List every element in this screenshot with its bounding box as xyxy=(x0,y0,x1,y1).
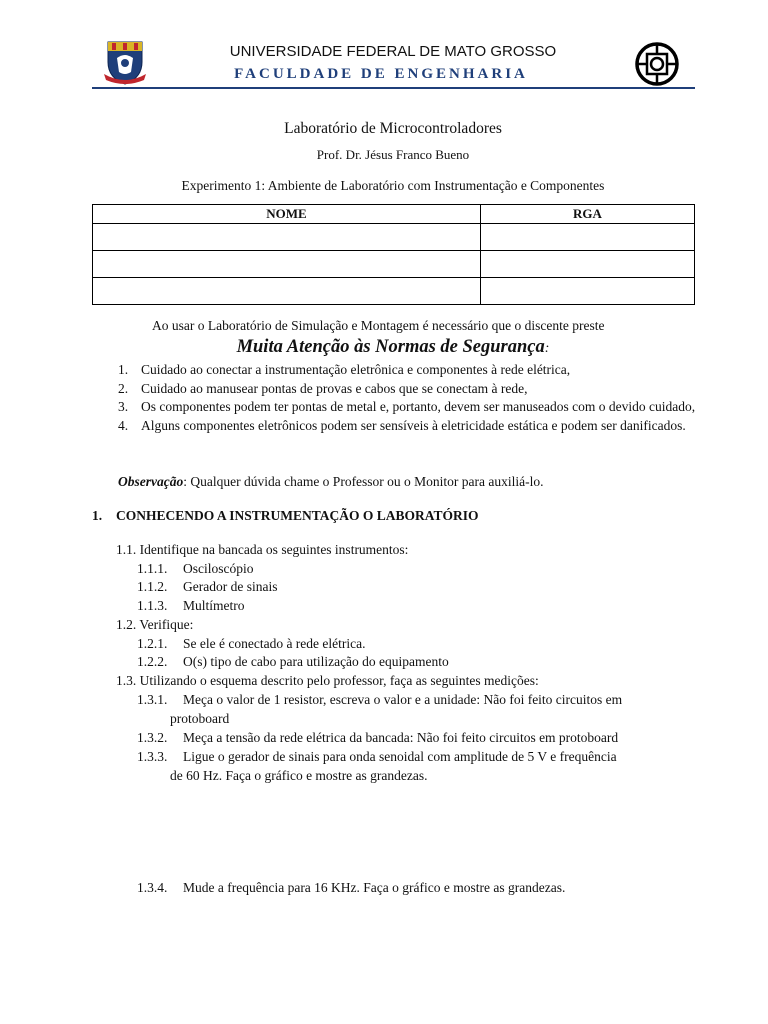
observation-text: : Qualquer dúvida chame o Professor ou o Monitor para auxiliá-lo. xyxy=(183,474,544,489)
item-text: Meça o valor de 1 resistor, escreva o valor e a unidade: Não foi feito circuitos em xyxy=(183,692,623,707)
item-number: 1.3.3. xyxy=(137,749,168,764)
list-item-text: Os componentes podem ter pontas de metal e, portanto, devem ser manuseados com o devido cuidado, xyxy=(141,399,696,414)
item-1-1: 1.1. Identifique na bancada os seguintes instrumentos: xyxy=(116,542,409,557)
safety-heading xyxy=(0,337,768,358)
list-item xyxy=(118,380,696,399)
list-item-text: Cuidado ao manusear pontas de provas e cabos que se conectam à rede, xyxy=(141,380,528,396)
experiment-title: Experimento 1: Ambiente de Laboratório com Instrumentação e Componentes xyxy=(181,178,605,193)
section-title: CONHECENDO A INSTRUMENTAÇÃO O LABORATÓRIO xyxy=(116,508,479,523)
observation-label: Observação xyxy=(118,474,184,489)
safety-heading-text: Muita Atenção às Normas de Segurança xyxy=(236,337,545,357)
item-1-3-1-continuation: protoboard xyxy=(170,711,230,726)
item-number: 1.2.2. xyxy=(137,654,168,669)
safety-rules-list xyxy=(118,361,696,435)
item-1-2-1 xyxy=(137,636,366,652)
item-text: Ligue o gerador de sinais para onda senoidal com amplitude de 5 V e frequência xyxy=(183,749,617,764)
list-item-text: Alguns componentes eletrônicos podem ser sensíveis à eletricidade estática e podem ser danificados. xyxy=(141,417,686,433)
professor-name: Prof. Dr. Jésus Franco Bueno xyxy=(316,147,470,162)
list-item xyxy=(118,398,696,417)
item-number: 1.1.2. xyxy=(137,579,168,594)
item-text: Osciloscópio xyxy=(183,561,254,576)
list-item-number: 3. xyxy=(118,399,129,414)
item-1-1-3 xyxy=(137,598,245,614)
item-text: Multímetro xyxy=(183,598,245,613)
column-header-name: NOME xyxy=(93,205,481,224)
safety-intro: Ao usar o Laboratório de Simulação e Montagem é necessário que o discente preste xyxy=(152,318,605,333)
list-item xyxy=(118,417,696,436)
list-item-number: 4. xyxy=(118,417,129,433)
rga-cell[interactable] xyxy=(481,224,695,251)
item-1-3-4 xyxy=(137,880,565,896)
name-cell[interactable] xyxy=(93,224,481,251)
item-text: O(s) tipo de cabo para utilização do equipamento xyxy=(183,654,449,669)
item-text: Meça a tensão da rede elétrica da bancada: Não foi feito circuitos em protoboard xyxy=(183,730,619,745)
item-1-3: 1.3. Utilizando o esquema descrito pelo professor, faça as seguintes medições: xyxy=(116,673,539,688)
item-number: 1.2.1. xyxy=(137,636,168,651)
table-row xyxy=(93,251,695,278)
table-row xyxy=(93,278,695,305)
list-item xyxy=(118,361,696,380)
list-item-number: 2. xyxy=(118,380,129,396)
item-number: 1.3.2. xyxy=(137,730,168,745)
header-rule xyxy=(92,87,695,89)
item-1-1-1 xyxy=(137,561,254,577)
list-item-text: Cuidado ao conectar a instrumentação eletrônica e componentes à rede elétrica, xyxy=(141,362,571,377)
university-name: UNIVERSIDADE FEDERAL DE MATO GROSSO xyxy=(229,43,557,60)
item-1-3-3 xyxy=(137,749,617,765)
section-heading xyxy=(92,508,479,524)
rga-cell[interactable] xyxy=(481,251,695,278)
student-table xyxy=(92,204,695,305)
column-header-rga: RGA xyxy=(481,205,695,224)
faculty-name: FACULDADE DE ENGENHARIA xyxy=(234,66,528,82)
item-1-2-2 xyxy=(137,654,449,670)
item-number: 1.1.3. xyxy=(137,598,168,613)
engineering-faculty-logo xyxy=(634,41,680,87)
item-number: 1.3.4. xyxy=(137,880,168,895)
item-text: Gerador de sinais xyxy=(183,579,278,594)
item-1-2: 1.2. Verifique: xyxy=(116,617,194,632)
item-1-3-1 xyxy=(137,692,622,708)
rga-cell[interactable] xyxy=(481,278,695,305)
item-number: 1.3.1. xyxy=(137,692,168,707)
document-title: Laboratório de Microcontroladores xyxy=(284,120,502,137)
safety-heading-colon: : xyxy=(544,341,550,356)
item-number: 1.1.1. xyxy=(137,561,168,576)
item-text: Se ele é conectado à rede elétrica. xyxy=(183,636,366,651)
list-item-number: 1. xyxy=(118,362,129,377)
item-text: Mude a frequência para 16 KHz. Faça o gráfico e mostre as grandezas. xyxy=(183,880,566,895)
table-row xyxy=(93,224,695,251)
item-1-1-2 xyxy=(137,579,277,595)
section-number: 1. xyxy=(92,508,103,523)
name-cell[interactable] xyxy=(93,278,481,305)
observation-note xyxy=(118,474,544,490)
item-1-3-2 xyxy=(137,730,618,746)
item-1-3-3-continuation: de 60 Hz. Faça o gráfico e mostre as grandezas. xyxy=(170,768,428,783)
name-cell[interactable] xyxy=(93,251,481,278)
table-header-row xyxy=(93,205,695,224)
